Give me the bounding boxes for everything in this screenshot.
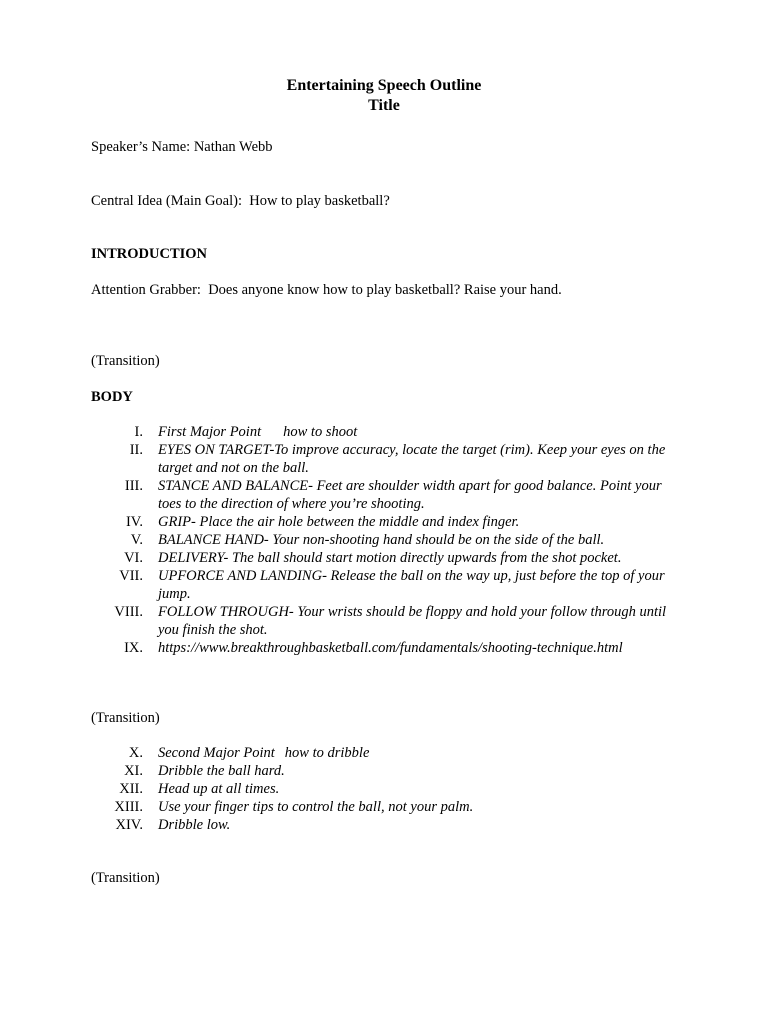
speaker-name: Nathan Webb [193,139,273,155]
major-point-label: Second Major Point [158,745,275,761]
major-point-topic: how to shoot [283,424,358,440]
list-item-text: BALANCE HAND- Your non-shooting hand should be on the side of the ball. [158,532,605,548]
list-item-text: GRIP- Place the air hole between the middle and index finger. [158,514,520,530]
attention-grabber-line [91,281,562,299]
list-item [91,567,691,603]
list-item [91,603,691,639]
speaker-line [91,138,273,156]
transition-3: (Transition) [91,870,160,886]
list-item [91,744,691,762]
list-item-number: III. [124,478,143,494]
list-item-text: EYES ON TARGET-To improve accuracy, locate the target (rim). Keep your eyes on the target and not on the ball. [158,442,666,476]
title-block [0,76,768,116]
list-item [91,477,691,513]
list-item [91,423,691,441]
list-item [91,780,691,798]
list-item-number: VII. [119,568,143,584]
list-item [91,762,691,780]
list-item [91,441,691,477]
second-major-point-list [91,744,691,834]
list-item-number: VIII. [114,604,143,620]
list-item [91,798,691,816]
list-item-number: XIII. [114,799,143,815]
list-item-text: STANCE AND BALANCE- Feet are shoulder width apart for good balance. Point your toes to the direction of where you’re shooting. [158,478,662,512]
list-item-text: Dribble the ball hard. [158,763,285,779]
document-title: Entertaining Speech Outline [286,77,482,94]
list-item-number: X. [128,745,143,761]
first-major-point-list [91,423,691,657]
list-item-number: II. [129,442,143,458]
list-item [91,531,691,549]
list-item-number: IX. [124,640,143,656]
central-idea-text: How to play basketball? [249,193,390,209]
list-item [91,816,691,834]
list-item-number: XII. [119,781,143,797]
major-point-topic: how to dribble [284,745,370,761]
central-idea-line [91,192,390,210]
list-item-text: Use your finger tips to control the ball, not your palm. [158,799,474,815]
list-item-number: VI. [124,550,143,566]
list-item-number: I. [134,424,143,440]
attention-label: Attention Grabber: [91,282,209,298]
list-item [91,513,691,531]
list-item-text: Head up at all times. [158,781,280,797]
list-item-text: Dribble low. [158,817,231,833]
body-heading: BODY [91,389,133,405]
attention-text: Does anyone know how to play basketball? Raise your hand. [208,282,562,298]
transition-1: (Transition) [91,353,160,369]
list-item-text: UPFORCE AND LANDING- Release the ball on the way up, just before the top of your jump. [158,568,665,602]
list-item-number: IV. [125,514,143,530]
major-point-label: First Major Point [158,424,262,440]
list-item [91,549,691,567]
list-item-text: DELIVERY- The ball should start motion directly upwards from the shot pocket. [158,550,622,566]
source-link-text: https://www.breakthroughbasketball.com/fundamentals/shooting-technique.html [158,640,623,656]
list-item [91,639,691,657]
list-item-number: XIV. [115,817,143,833]
transition-2: (Transition) [91,710,160,726]
central-idea-label: Central Idea (Main Goal): [91,193,250,209]
list-item-text: FOLLOW THROUGH- Your wrists should be floppy and hold your follow through until you finish the shot. [158,604,667,638]
document-subtitle: Title [368,97,400,114]
list-item-number: XI. [124,763,143,779]
introduction-heading: INTRODUCTION [91,246,208,262]
speaker-label: Speaker’s Name: [91,139,194,155]
list-item-number: V. [130,532,143,548]
